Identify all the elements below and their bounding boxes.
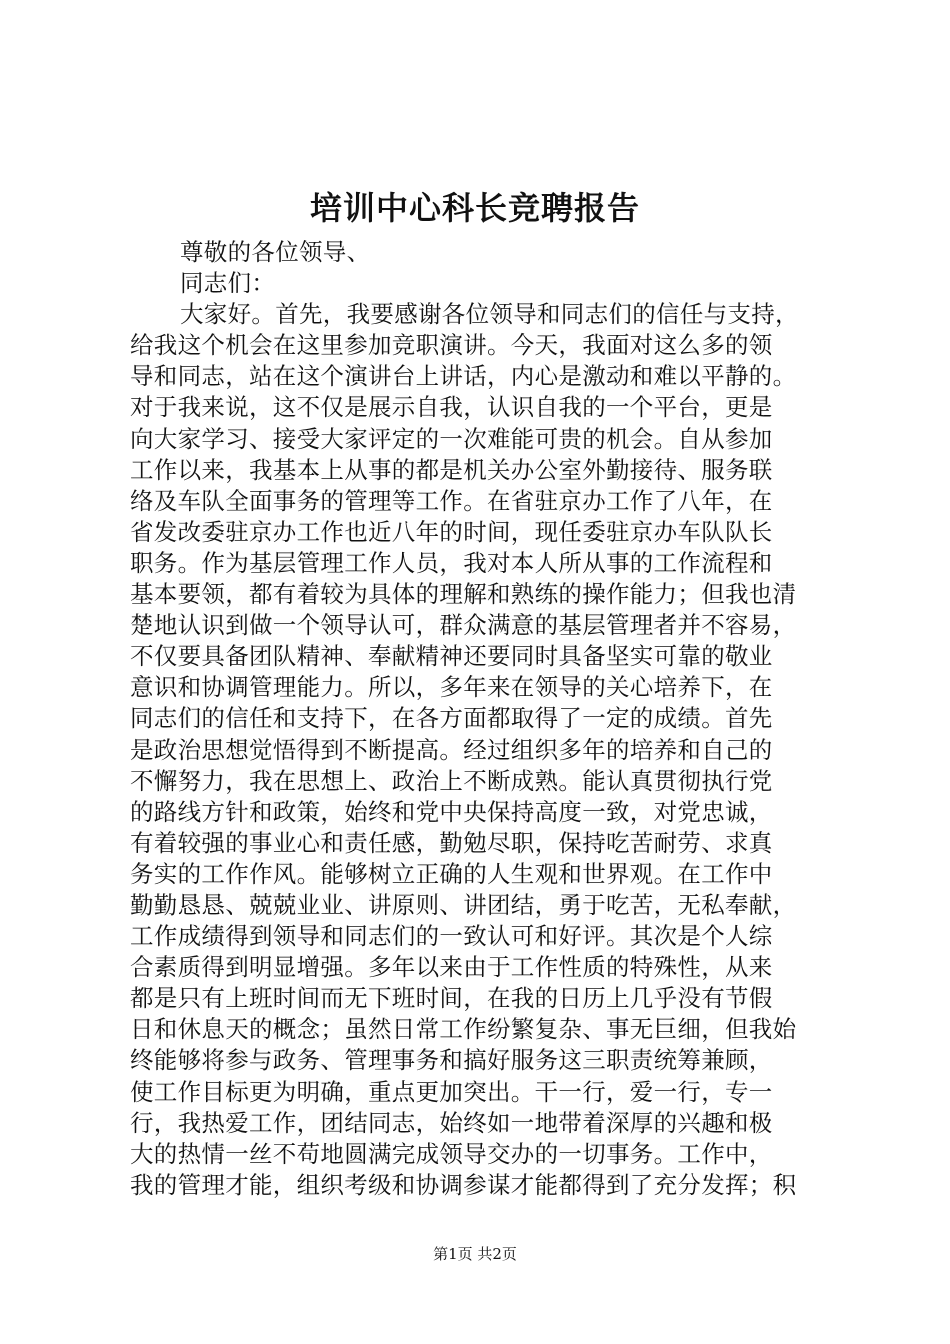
paragraph-line: 导和同志，站在这个演讲台上讲话，内心是激动和难以平静的。 [130, 362, 797, 391]
paragraph-line: 不仅要具备团队精神、奉献精神还要同时具备坚实可靠的敬业 [130, 642, 773, 671]
paragraph-line: 合素质得到明显增强。多年以来由于工作性质的特殊性，从来 [130, 953, 773, 982]
paragraph-line: 向大家学习、接受大家评定的一次难能可贵的机会。自从参加 [130, 424, 773, 453]
paragraph-line: 给我这个机会在这里参加竞职演讲。今天，我面对这么多的领 [130, 331, 773, 360]
paragraph-line: 有着较强的事业心和责任感，勤勉尽职，保持吃苦耐劳、求真 [130, 828, 773, 857]
paragraph-line: 大家好。首先，我要感谢各位领导和同志们的信任与支持， [180, 300, 799, 329]
paragraph-line: 职务。作为基层管理工作人员，我对本人所从事的工作流程和 [130, 548, 773, 577]
document-body [130, 237, 850, 1201]
paragraph-line: 基本要领，都有着较为具体的理解和熟练的操作能力；但我也清 [130, 580, 797, 609]
paragraph-line: 工作成绩得到领导和同志们的一致认可和好评。其次是个人综 [130, 922, 773, 951]
paragraph-line: 楚地认识到做一个领导认可，群众满意的基层管理者并不容易， [130, 611, 797, 640]
paragraph-line: 的路线方针和政策，始终和党中央保持高度一致，对党忠诚， [130, 797, 773, 826]
paragraph-line: 意识和协调管理能力。所以，多年来在领导的关心培养下，在 [130, 673, 773, 702]
paragraph-line: 日和休息天的概念；虽然日常工作纷繁复杂、事无巨细，但我始 [130, 1015, 797, 1044]
paragraph-line: 务实的工作作风。能够树立正确的人生观和世界观。在工作中 [130, 859, 773, 888]
salutation-line: 尊敬的各位领导、 [180, 238, 371, 266]
paragraph-line: 对于我来说，这不仅是展示自我，认识自我的一个平台，更是 [130, 393, 773, 422]
paragraph-line: 是政治思想觉悟得到不断提高。经过组织多年的培养和自己的 [130, 735, 773, 764]
paragraph-line: 络及车队全面事务的管理等工作。在省驻京办工作了八年，在 [130, 486, 773, 515]
paragraph-line: 勤勤恳恳、兢兢业业、讲原则、讲团结，勇于吃苦，无私奉献， [130, 890, 797, 919]
paragraph-line: 同志们的信任和支持下，在各方面都取得了一定的成绩。首先 [130, 704, 773, 733]
paragraph-line: 使工作目标更为明确，重点更加突出。干一行，爱一行，专一 [130, 1077, 773, 1106]
paragraph-line: 省发改委驻京办工作也近八年的时间，现任委驻京办车队队长 [130, 517, 773, 546]
paragraph-line: 大的热情一丝不苟地圆满完成领导交办的一切事务。工作中， [130, 1139, 773, 1168]
page-number-footer: 第1页 共2页 [433, 1245, 517, 1263]
document-title: 培训中心科长竞聘报告 [309, 189, 640, 227]
paragraph-line: 行，我热爱工作，团结同志，始终如一地带着深厚的兴趣和极 [130, 1108, 773, 1137]
paragraph-line: 我的管理才能，组织考级和协调参谋才能都得到了充分发挥；积 [130, 1170, 797, 1199]
salutation-line: 同志们： [180, 269, 276, 298]
paragraph-line: 终能够将参与政务、管理事务和搞好服务这三职责统筹兼顾， [130, 1046, 773, 1075]
paragraph-line: 工作以来，我基本上从事的都是机关办公室外勤接待、服务联 [130, 455, 773, 484]
paragraph-line: 不懈努力，我在思想上、政治上不断成熟。能认真贯彻执行党 [130, 766, 773, 795]
paragraph-line: 都是只有上班时间而无下班时间，在我的日历上几乎没有节假 [130, 984, 773, 1013]
